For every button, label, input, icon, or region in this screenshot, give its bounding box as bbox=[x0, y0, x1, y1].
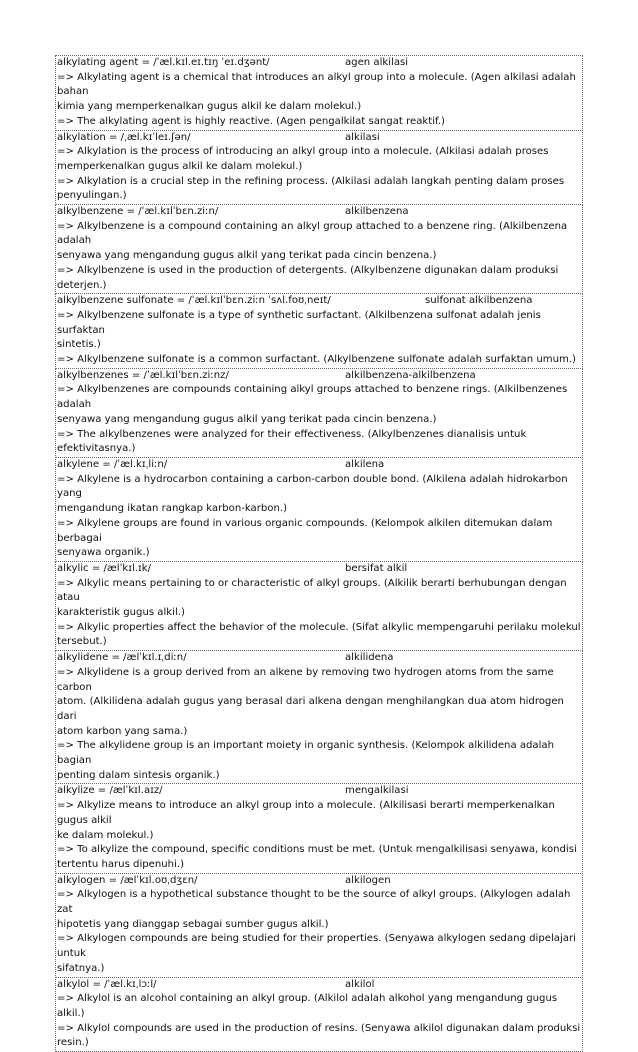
entry-translation: alkilbenzena bbox=[345, 206, 409, 218]
entry-term: alkylol = /ˈæl.kɪˌlɔːl/ bbox=[57, 978, 157, 990]
entry-heading bbox=[56, 131, 582, 146]
dictionary-entry bbox=[55, 55, 583, 131]
entry-text-line: => Alkylbenzene is a compound containing an alkyl group attached to a benzene ring. (Alkilbenzena adalah bbox=[57, 220, 568, 247]
entry-translation: alkilogen bbox=[345, 874, 391, 886]
entry-heading bbox=[56, 369, 582, 384]
entry-text-line: => Alkylol compounds are used in the production of resins. (Senyawa alkilol digunakan dalam produksi bbox=[57, 1022, 581, 1034]
entry-term: alkylene = /ˈæl.kɪˌliːn/ bbox=[57, 458, 168, 470]
entry-text-line: karakteristik gugus alkil.) bbox=[57, 607, 185, 619]
entry-text-line: => Alkylbenzene is used in the production of detergents. (Alkylbenzene digunakan dalam produksi deterjen.) bbox=[57, 264, 559, 291]
entry-text-line: kimia yang memperkenalkan gugus alkil ke dalam molekul.) bbox=[57, 101, 362, 113]
entry-heading bbox=[56, 294, 582, 309]
dictionary-entry bbox=[55, 204, 583, 294]
entry-term: alkylbenzene = /ˈæl.kɪlˈbɛn.ziːn/ bbox=[57, 206, 219, 218]
entry-text-line: hipotetis yang dianggap sebagai sumber gugus alkil.) bbox=[57, 918, 329, 930]
entry-translation: alkilbenzena-alkilbenzena bbox=[345, 369, 476, 381]
entry-text-line: sifatnya.) bbox=[57, 962, 105, 974]
entry-text-line: mengandung ikatan rangkap karbon-karbon.) bbox=[57, 503, 288, 515]
entry-text-line: => Alkylation is the process of introducing an alkyl group into a molecule. (Alkilasi adalah proses bbox=[57, 146, 549, 158]
entry-term: alkylating agent = /ˈæl.kɪl.eɪ.tɪŋ ˈeɪ.dʒənt/ bbox=[57, 57, 270, 68]
entry-translation: bersifat alkil bbox=[345, 562, 408, 574]
entry-translation: alkilol bbox=[345, 978, 375, 990]
entry-term: alkylbenzenes = /ˈæl.kɪlˈbɛn.ziːnz/ bbox=[57, 369, 229, 381]
entry-heading bbox=[56, 651, 582, 666]
entry-text-line: => Alkylation is a crucial step in the refining process. (Alkilasi adalah langkah penting dalam proses bbox=[57, 175, 565, 187]
entry-text-line: atom karbon yang sama.) bbox=[57, 725, 188, 737]
entry-text-line: => Alkylbenzene sulfonate is a common surfactant. (Alkylbenzene sulfonate adalah surfaktan umum.) bbox=[57, 354, 576, 366]
entry-heading bbox=[56, 458, 582, 473]
entry-text-line: => Alkylogen is a hypothetical substance thought to be the source of alkyl groups. (Alkylogen adalah zat bbox=[57, 889, 571, 916]
dictionary-entry bbox=[55, 368, 583, 458]
entry-text-line: => Alkylbenzene sulfonate is a type of synthetic surfactant. (Alkilbenzena sulfonat adalah jenis surfaktan bbox=[57, 309, 541, 336]
entry-text-line: ke dalam molekul.) bbox=[57, 829, 154, 841]
entry-text-line: tersebut.) bbox=[57, 636, 107, 648]
entry-heading bbox=[56, 205, 582, 220]
dictionary-entry bbox=[55, 650, 583, 784]
entry-text-line: senyawa yang mengandung gugus alkil yang terikat pada cincin benzena.) bbox=[57, 250, 437, 262]
entry-translation: mengalkilasi bbox=[345, 785, 409, 797]
entry-term: alkylidene = /ælˈkɪl.ɪˌdiːn/ bbox=[57, 652, 187, 664]
entry-text-line: => Alkylene is a hydrocarbon containing a carbon-carbon double bond. (Alkilena adalah hidrokarbon yang bbox=[57, 473, 568, 500]
dictionary-entry bbox=[55, 561, 583, 651]
entry-text-line: penting dalam sintesis organik.) bbox=[57, 769, 220, 781]
entry-translation: agen alkilasi bbox=[345, 57, 409, 68]
entry-text-line: => The alkylidene group is an important moiety in organic synthesis. (Kelompok alkilidena adalah bagian bbox=[57, 740, 554, 767]
entry-text-line: penyulingan.) bbox=[57, 190, 127, 202]
entry-heading bbox=[56, 874, 582, 889]
entry-text-line: => To alkylize the compound, specific conditions must be met. (Untuk mengalkilisasi senyawa, kondisi bbox=[57, 844, 577, 856]
entry-text-line: resin.) bbox=[57, 1037, 89, 1049]
dictionary-entry bbox=[55, 130, 583, 206]
entry-translation: alkilidena bbox=[345, 652, 394, 664]
entry-text-line: => The alkylating agent is highly reactive. (Agen pengalkilat sangat reaktif.) bbox=[57, 115, 445, 127]
entry-heading bbox=[56, 784, 582, 799]
entry-text-line: => Alkylene groups are found in various organic compounds. (Kelompok alkilen ditemukan dalam berbagai bbox=[57, 517, 553, 544]
entry-text-line: => Alkylidene is a group derived from an alkene by removing two hydrogen atoms from the same carbon bbox=[57, 666, 554, 693]
dictionary-entry bbox=[55, 783, 583, 873]
entry-text-line: => Alkylic means pertaining to or characteristic of alkyl groups. (Alkilik berarti berhubungan dengan atau bbox=[57, 577, 567, 604]
entry-text-line: => Alkylol is an alcohol containing an alkyl group. (Alkilol adalah alkohol yang mengandung gugus alkil.) bbox=[57, 993, 558, 1019]
entry-text-line: => Alkylize means to introduce an alkyl group into a molecule. (Alkilisasi berarti memperkenalkan gugus alkil bbox=[57, 800, 555, 826]
entry-text-line: => Alkylic properties affect the behavior of the molecule. (Sifat alkylic mempengaruhi perilaku molekul bbox=[57, 621, 581, 633]
entry-translation: alkilasi bbox=[345, 131, 380, 143]
dictionary-entry bbox=[55, 457, 583, 562]
entry-text-line: tertentu harus dipenuhi.) bbox=[57, 858, 185, 870]
entry-text-line: => The alkylbenzenes were analyzed for their effectiveness. (Alkylbenzenes dianalisis untuk efektivitasnya.) bbox=[57, 428, 527, 455]
entry-heading bbox=[56, 562, 582, 577]
dictionary-entry bbox=[55, 873, 583, 978]
entry-text-line: senyawa organik.) bbox=[57, 547, 150, 559]
entry-text-line: memperkenalkan gugus alkil ke dalam molekul.) bbox=[57, 160, 303, 172]
entry-text-line: => Alkylbenzenes are compounds containing alkyl groups attached to benzene rings. (Alkilbenzenes adalah bbox=[57, 384, 568, 411]
entry-text-line: => Alkylating agent is a chemical that introduces an alkyl group into a molecule. (Agen alkilasi adalah bahan bbox=[57, 71, 576, 98]
entry-text-line: senyawa yang mengandung gugus alkil yang terikat pada cincin benzena.) bbox=[57, 413, 437, 425]
entry-heading bbox=[56, 978, 582, 993]
entry-term: alkylic = /ælˈkɪl.ɪk/ bbox=[57, 562, 151, 574]
dictionary-entry bbox=[55, 977, 583, 1052]
entry-term: alkylation = /ˌæl.kɪˈleɪ.ʃən/ bbox=[57, 131, 191, 143]
entry-translation: alkilena bbox=[345, 458, 385, 470]
entry-term: alkylogen = /ælˈkɪl.oʊˌdʒɛn/ bbox=[57, 874, 198, 886]
dictionary-entry bbox=[55, 293, 583, 369]
entry-text-line: => Alkylogen compounds are being studied for their properties. (Senyawa alkylogen sedang dipelajari untuk bbox=[57, 933, 576, 960]
entry-translation: sulfonat alkilbenzena bbox=[425, 295, 533, 307]
entry-heading bbox=[56, 56, 582, 71]
entry-text-line: sintetis.) bbox=[57, 339, 101, 351]
entry-text-line: atom. (Alkilidena adalah gugus yang berasal dari alkena dengan menghilangkan dua atom hidrogen dari bbox=[57, 696, 564, 722]
entry-term: alkylize = /ælˈkɪl.aɪz/ bbox=[57, 785, 163, 797]
entry-term: alkylbenzene sulfonate = /ˈæl.kɪlˈbɛn.ziːn ˈsʌl.foʊˌneɪt/ bbox=[57, 295, 331, 307]
